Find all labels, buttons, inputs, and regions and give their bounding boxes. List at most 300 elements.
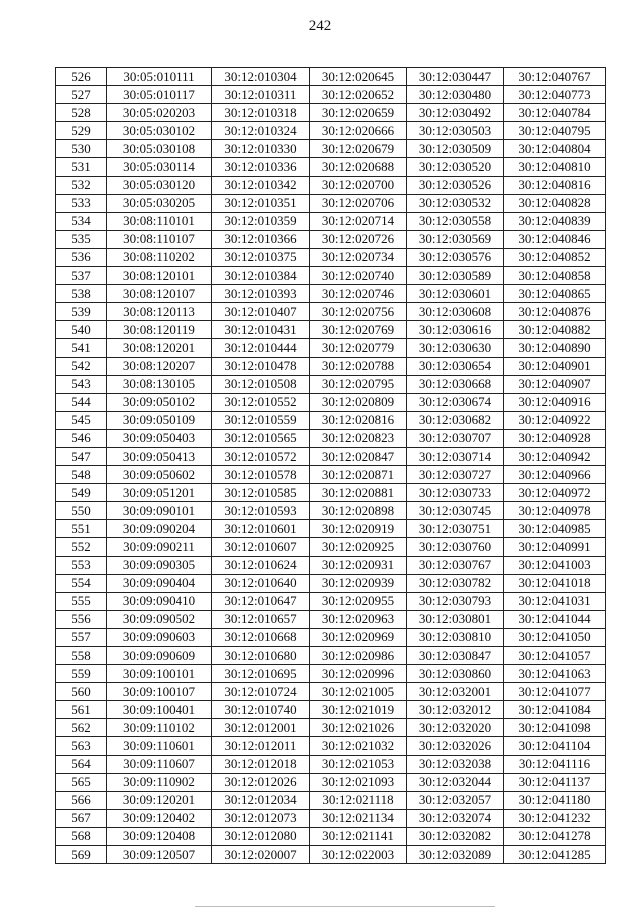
table-row (56, 846, 606, 864)
table-cell-code-col-5: 30:12:041278 (504, 827, 606, 845)
table-cell-code-col-2: 30:12:010724 (212, 683, 310, 701)
table-cell-code-col-5: 30:12:040852 (504, 248, 606, 266)
table-cell-code-col-2: 30:12:010559 (212, 411, 310, 429)
table-cell-code-col-5: 30:12:041077 (504, 683, 606, 701)
table-cell-code-col-5: 30:12:040839 (504, 212, 606, 230)
table-cell-code-col-5: 30:12:040991 (504, 538, 606, 556)
table-cell-code-col-2: 30:12:010407 (212, 303, 310, 321)
table-cell-code-col-3: 30:12:020746 (310, 285, 407, 303)
table-cell-row-number: 547 (56, 447, 107, 465)
table-cell-code-col-1: 30:09:100401 (107, 701, 212, 719)
table-cell-row-number: 538 (56, 285, 107, 303)
table-row (56, 303, 606, 321)
table-cell-code-col-3: 30:12:020652 (310, 86, 407, 104)
table-cell-code-col-5: 30:12:041050 (504, 628, 606, 646)
table-cell-code-col-3: 30:12:020816 (310, 411, 407, 429)
table-cell-code-col-5: 30:12:040795 (504, 122, 606, 140)
table-cell-code-col-1: 30:08:120119 (107, 321, 212, 339)
table-row (56, 773, 606, 791)
table-cell-code-col-2: 30:12:010607 (212, 538, 310, 556)
table-cell-row-number: 534 (56, 212, 107, 230)
table-cell-row-number: 569 (56, 846, 107, 864)
table-cell-code-col-5: 30:12:040922 (504, 411, 606, 429)
table-cell-code-col-2: 30:12:010647 (212, 592, 310, 610)
footer-divider (195, 906, 495, 907)
table-cell-code-col-5: 30:12:041285 (504, 846, 606, 864)
table-cell-code-col-4: 30:12:030630 (407, 339, 504, 357)
table-cell-code-col-3: 30:12:022003 (310, 846, 407, 864)
table-cell-code-col-3: 30:12:020898 (310, 502, 407, 520)
table-row (56, 158, 606, 176)
table-cell-code-col-2: 30:12:010384 (212, 267, 310, 285)
table-cell-row-number: 527 (56, 86, 107, 104)
table-row (56, 665, 606, 683)
table-cell-row-number: 540 (56, 321, 107, 339)
table-row (56, 556, 606, 574)
table-row (56, 248, 606, 266)
table-cell-code-col-5: 30:12:041180 (504, 791, 606, 809)
table-cell-code-col-2: 30:12:010393 (212, 285, 310, 303)
table-cell-code-col-1: 30:09:120507 (107, 846, 212, 864)
table-cell-code-col-4: 30:12:030847 (407, 647, 504, 665)
table-cell-row-number: 546 (56, 429, 107, 447)
table-cell-code-col-2: 30:12:010695 (212, 665, 310, 683)
table-cell-code-col-1: 30:05:030120 (107, 176, 212, 194)
table-cell-code-col-5: 30:12:041003 (504, 556, 606, 574)
table-cell-row-number: 548 (56, 466, 107, 484)
table-cell-code-col-2: 30:12:010366 (212, 230, 310, 248)
table-row (56, 719, 606, 737)
table-cell-code-col-3: 30:12:020769 (310, 321, 407, 339)
table-cell-code-col-1: 30:09:090609 (107, 647, 212, 665)
table-cell-code-col-5: 30:12:040901 (504, 357, 606, 375)
table-cell-row-number: 566 (56, 791, 107, 809)
table-cell-row-number: 567 (56, 809, 107, 827)
table-cell-code-col-4: 30:12:030589 (407, 267, 504, 285)
table-cell-row-number: 529 (56, 122, 107, 140)
table-cell-code-col-5: 30:12:041098 (504, 719, 606, 737)
table-cell-code-col-3: 30:12:020795 (310, 375, 407, 393)
table-cell-code-col-4: 30:12:030760 (407, 538, 504, 556)
table-cell-code-col-2: 30:12:010601 (212, 520, 310, 538)
table-cell-code-col-4: 30:12:030576 (407, 248, 504, 266)
table-cell-code-col-5: 30:12:041104 (504, 737, 606, 755)
table-cell-code-col-4: 30:12:030733 (407, 484, 504, 502)
table-cell-code-col-2: 30:12:010668 (212, 628, 310, 646)
table-row (56, 212, 606, 230)
table-cell-row-number: 545 (56, 411, 107, 429)
table-cell-row-number: 537 (56, 267, 107, 285)
table-cell-code-col-2: 30:12:010342 (212, 176, 310, 194)
table-cell-code-col-5: 30:12:041084 (504, 701, 606, 719)
table-cell-code-col-2: 30:12:010431 (212, 321, 310, 339)
table-cell-row-number: 550 (56, 502, 107, 520)
table-cell-code-col-2: 30:12:010311 (212, 86, 310, 104)
table-cell-code-col-5: 30:12:040966 (504, 466, 606, 484)
table-cell-code-col-3: 30:12:021032 (310, 737, 407, 755)
table-row (56, 520, 606, 538)
table-cell-code-col-3: 30:12:020996 (310, 665, 407, 683)
table-cell-code-col-3: 30:12:020706 (310, 194, 407, 212)
table-cell-code-col-3: 30:12:020756 (310, 303, 407, 321)
table-cell-code-col-1: 30:09:100101 (107, 665, 212, 683)
table-row (56, 628, 606, 646)
table-row (56, 592, 606, 610)
table-cell-code-col-2: 30:12:010359 (212, 212, 310, 230)
table-cell-code-col-1: 30:08:120113 (107, 303, 212, 321)
table-cell-row-number: 565 (56, 773, 107, 791)
table-cell-row-number: 555 (56, 592, 107, 610)
table-cell-code-col-2: 30:12:012073 (212, 809, 310, 827)
table-row (56, 140, 606, 158)
table-cell-code-col-1: 30:09:100107 (107, 683, 212, 701)
table-cell-row-number: 553 (56, 556, 107, 574)
table-cell-row-number: 568 (56, 827, 107, 845)
table-cell-code-col-2: 30:12:010552 (212, 393, 310, 411)
table-cell-code-col-5: 30:12:041137 (504, 773, 606, 791)
table-cell-code-col-1: 30:09:110607 (107, 755, 212, 773)
table-cell-code-col-3: 30:12:020679 (310, 140, 407, 158)
table-cell-code-col-5: 30:12:040858 (504, 267, 606, 285)
table-cell-code-col-4: 30:12:030707 (407, 429, 504, 447)
table-cell-code-col-1: 30:09:110102 (107, 719, 212, 737)
table-cell-code-col-3: 30:12:021141 (310, 827, 407, 845)
table-cell-code-col-4: 30:12:030668 (407, 375, 504, 393)
table-cell-code-col-5: 30:12:040876 (504, 303, 606, 321)
table-cell-code-col-2: 30:12:010565 (212, 429, 310, 447)
table-cell-row-number: 542 (56, 357, 107, 375)
table-cell-row-number: 562 (56, 719, 107, 737)
table-cell-code-col-1: 30:09:110902 (107, 773, 212, 791)
table-cell-row-number: 554 (56, 574, 107, 592)
table-cell-code-col-5: 30:12:041031 (504, 592, 606, 610)
table-cell-code-col-4: 30:12:030616 (407, 321, 504, 339)
table-cell-code-col-3: 30:12:020714 (310, 212, 407, 230)
table-cell-code-col-4: 30:12:032026 (407, 737, 504, 755)
table-row (56, 122, 606, 140)
table-row (56, 411, 606, 429)
table-cell-code-col-2: 30:12:012001 (212, 719, 310, 737)
table-cell-code-col-1: 30:08:120101 (107, 267, 212, 285)
table-cell-code-col-5: 30:12:040784 (504, 104, 606, 122)
table-row (56, 827, 606, 845)
table-cell-code-col-3: 30:12:020847 (310, 447, 407, 465)
table-cell-code-col-2: 30:12:010318 (212, 104, 310, 122)
table-row (56, 285, 606, 303)
table-cell-row-number: 533 (56, 194, 107, 212)
table-row (56, 339, 606, 357)
table-cell-code-col-5: 30:12:040942 (504, 447, 606, 465)
table-cell-code-col-3: 30:12:020963 (310, 610, 407, 628)
table-row (56, 393, 606, 411)
table-cell-code-col-5: 30:12:040846 (504, 230, 606, 248)
table-cell-code-col-4: 30:12:030654 (407, 357, 504, 375)
table-cell-code-col-3: 30:12:020919 (310, 520, 407, 538)
table-cell-row-number: 559 (56, 665, 107, 683)
table-cell-code-col-2: 30:12:010508 (212, 375, 310, 393)
table-row (56, 447, 606, 465)
table-cell-code-col-1: 30:09:090101 (107, 502, 212, 520)
table-cell-code-col-5: 30:12:040890 (504, 339, 606, 357)
table-cell-code-col-4: 30:12:030745 (407, 502, 504, 520)
table-cell-code-col-3: 30:12:020700 (310, 176, 407, 194)
table-row (56, 647, 606, 665)
table-row (56, 755, 606, 773)
table-cell-code-col-2: 30:12:010624 (212, 556, 310, 574)
table-cell-code-col-3: 30:12:020740 (310, 267, 407, 285)
table-cell-code-col-3: 30:12:020969 (310, 628, 407, 646)
table-cell-code-col-5: 30:12:040978 (504, 502, 606, 520)
table-cell-code-col-2: 30:12:010572 (212, 447, 310, 465)
table-cell-code-col-3: 30:12:021026 (310, 719, 407, 737)
table-cell-code-col-1: 30:09:051201 (107, 484, 212, 502)
table-cell-code-col-3: 30:12:020871 (310, 466, 407, 484)
table-cell-code-col-3: 30:12:020809 (310, 393, 407, 411)
table-cell-row-number: 535 (56, 230, 107, 248)
table-cell-code-col-1: 30:09:090211 (107, 538, 212, 556)
table-cell-code-col-3: 30:12:020881 (310, 484, 407, 502)
table-cell-code-col-1: 30:05:030205 (107, 194, 212, 212)
table-cell-code-col-4: 30:12:030801 (407, 610, 504, 628)
table-cell-code-col-5: 30:12:041232 (504, 809, 606, 827)
table-cell-code-col-5: 30:12:040882 (504, 321, 606, 339)
table-row (56, 321, 606, 339)
table-cell-code-col-2: 30:12:010657 (212, 610, 310, 628)
table-row (56, 574, 606, 592)
table-cell-code-col-4: 30:12:032082 (407, 827, 504, 845)
table-cell-code-col-1: 30:09:110601 (107, 737, 212, 755)
table-cell-code-col-4: 30:12:032020 (407, 719, 504, 737)
table-row (56, 357, 606, 375)
table-cell-code-col-4: 30:12:030601 (407, 285, 504, 303)
table-cell-row-number: 544 (56, 393, 107, 411)
table-cell-row-number: 552 (56, 538, 107, 556)
table-cell-code-col-1: 30:09:120201 (107, 791, 212, 809)
table-cell-code-col-5: 30:12:040816 (504, 176, 606, 194)
table-cell-row-number: 560 (56, 683, 107, 701)
table-cell-code-col-3: 30:12:020939 (310, 574, 407, 592)
table-cell-code-col-4: 30:12:030674 (407, 393, 504, 411)
table-cell-code-col-4: 30:12:030532 (407, 194, 504, 212)
table-cell-code-col-3: 30:12:020823 (310, 429, 407, 447)
table-cell-code-col-3: 30:12:020779 (310, 339, 407, 357)
table-cell-code-col-2: 30:12:012011 (212, 737, 310, 755)
table-cell-code-col-4: 30:12:030714 (407, 447, 504, 465)
table-cell-code-col-4: 30:12:030608 (407, 303, 504, 321)
table-cell-code-col-5: 30:12:041044 (504, 610, 606, 628)
table-cell-code-col-2: 30:12:010680 (212, 647, 310, 665)
table-cell-code-col-3: 30:12:021053 (310, 755, 407, 773)
table-cell-code-col-1: 30:05:030108 (107, 140, 212, 158)
table-cell-code-col-4: 30:12:030520 (407, 158, 504, 176)
table-cell-row-number: 557 (56, 628, 107, 646)
table-cell-code-col-5: 30:12:040810 (504, 158, 606, 176)
table-cell-code-col-5: 30:12:041116 (504, 755, 606, 773)
table-cell-code-col-3: 30:12:021093 (310, 773, 407, 791)
table-cell-code-col-3: 30:12:020955 (310, 592, 407, 610)
table-cell-code-col-4: 30:12:030480 (407, 86, 504, 104)
table-cell-code-col-3: 30:12:020734 (310, 248, 407, 266)
table-cell-row-number: 549 (56, 484, 107, 502)
table-cell-code-col-1: 30:09:090305 (107, 556, 212, 574)
table-cell-code-col-3: 30:12:020726 (310, 230, 407, 248)
table-cell-code-col-1: 30:09:090603 (107, 628, 212, 646)
table-cell-code-col-2: 30:12:012026 (212, 773, 310, 791)
table-cell-row-number: 558 (56, 647, 107, 665)
table-cell-code-col-5: 30:12:040907 (504, 375, 606, 393)
table-cell-code-col-5: 30:12:041018 (504, 574, 606, 592)
table-cell-code-col-2: 30:12:010640 (212, 574, 310, 592)
table-row (56, 791, 606, 809)
table-cell-code-col-4: 30:12:032038 (407, 755, 504, 773)
table-body (56, 68, 606, 864)
table-cell-code-col-1: 30:08:130105 (107, 375, 212, 393)
table-cell-code-col-4: 30:12:030682 (407, 411, 504, 429)
table-cell-code-col-1: 30:08:110107 (107, 230, 212, 248)
table-cell-code-col-4: 30:12:030767 (407, 556, 504, 574)
table-cell-code-col-2: 30:12:010585 (212, 484, 310, 502)
table-row (56, 737, 606, 755)
table-cell-row-number: 536 (56, 248, 107, 266)
table-row (56, 809, 606, 827)
table-cell-code-col-5: 30:12:041063 (504, 665, 606, 683)
table-cell-code-col-5: 30:12:040928 (504, 429, 606, 447)
table-cell-code-col-4: 30:12:032057 (407, 791, 504, 809)
table-row (56, 267, 606, 285)
table-cell-code-col-1: 30:05:020203 (107, 104, 212, 122)
table-cell-code-col-2: 30:12:010444 (212, 339, 310, 357)
table-cell-code-col-5: 30:12:040767 (504, 68, 606, 86)
table-cell-code-col-1: 30:09:090410 (107, 592, 212, 610)
table-cell-code-col-3: 30:12:021134 (310, 809, 407, 827)
table-cell-code-col-2: 30:12:010351 (212, 194, 310, 212)
table-cell-code-col-4: 30:12:030810 (407, 628, 504, 646)
table-cell-row-number: 531 (56, 158, 107, 176)
table-cell-row-number: 563 (56, 737, 107, 755)
table-row (56, 86, 606, 104)
table-cell-code-col-1: 30:05:030102 (107, 122, 212, 140)
table-row (56, 538, 606, 556)
table-row (56, 683, 606, 701)
table-row (56, 466, 606, 484)
table-cell-code-col-5: 30:12:041057 (504, 647, 606, 665)
table-cell-code-col-5: 30:12:040972 (504, 484, 606, 502)
table-cell-code-col-1: 30:09:090204 (107, 520, 212, 538)
table-cell-row-number: 561 (56, 701, 107, 719)
table-cell-code-col-3: 30:12:021005 (310, 683, 407, 701)
table-cell-code-col-2: 30:12:012018 (212, 755, 310, 773)
table-cell-code-col-1: 30:08:120107 (107, 285, 212, 303)
table-cell-code-col-5: 30:12:040865 (504, 285, 606, 303)
table-cell-code-col-2: 30:12:010336 (212, 158, 310, 176)
table-cell-code-col-3: 30:12:020925 (310, 538, 407, 556)
table-cell-code-col-1: 30:09:090502 (107, 610, 212, 628)
page-number: 242 (308, 18, 332, 34)
table-row (56, 104, 606, 122)
table-cell-code-col-4: 30:12:030860 (407, 665, 504, 683)
table-cell-row-number: 539 (56, 303, 107, 321)
table-cell-code-col-1: 30:09:120408 (107, 827, 212, 845)
table-cell-code-col-1: 30:09:120402 (107, 809, 212, 827)
table-cell-code-col-4: 30:12:032089 (407, 846, 504, 864)
table-cell-code-col-4: 30:12:030782 (407, 574, 504, 592)
table-cell-code-col-1: 30:09:050109 (107, 411, 212, 429)
table-row (56, 502, 606, 520)
table-cell-code-col-1: 30:08:120201 (107, 339, 212, 357)
table-cell-code-col-4: 30:12:030526 (407, 176, 504, 194)
table-cell-code-col-3: 30:12:020659 (310, 104, 407, 122)
table-cell-code-col-3: 30:12:020688 (310, 158, 407, 176)
table-cell-code-col-4: 30:12:032074 (407, 809, 504, 827)
table-cell-row-number: 541 (56, 339, 107, 357)
table-cell-code-col-4: 30:12:030447 (407, 68, 504, 86)
table-cell-code-col-1: 30:08:120207 (107, 357, 212, 375)
table-cell-code-col-5: 30:12:040804 (504, 140, 606, 158)
table-cell-code-col-1: 30:09:050403 (107, 429, 212, 447)
table-cell-code-col-1: 30:09:050102 (107, 393, 212, 411)
table-cell-row-number: 564 (56, 755, 107, 773)
table-cell-code-col-4: 30:12:032012 (407, 701, 504, 719)
table-cell-code-col-1: 30:05:010111 (107, 68, 212, 86)
table-cell-code-col-2: 30:12:010304 (212, 68, 310, 86)
table-cell-code-col-2: 30:12:012080 (212, 827, 310, 845)
table-row (56, 68, 606, 86)
table-cell-code-col-4: 30:12:030509 (407, 140, 504, 158)
table-cell-code-col-4: 30:12:030492 (407, 104, 504, 122)
table-cell-code-col-4: 30:12:032044 (407, 773, 504, 791)
table-cell-code-col-2: 30:12:010324 (212, 122, 310, 140)
table-row (56, 610, 606, 628)
table-cell-code-col-5: 30:12:040773 (504, 86, 606, 104)
table-cell-code-col-2: 30:12:010740 (212, 701, 310, 719)
table-cell-code-col-3: 30:12:020931 (310, 556, 407, 574)
table-cell-code-col-1: 30:09:090404 (107, 574, 212, 592)
table-cell-code-col-2: 30:12:010330 (212, 140, 310, 158)
table-cell-row-number: 528 (56, 104, 107, 122)
table-row (56, 484, 606, 502)
table-row (56, 701, 606, 719)
table-row (56, 176, 606, 194)
table-cell-code-col-3: 30:12:020666 (310, 122, 407, 140)
table-cell-code-col-4: 30:12:030569 (407, 230, 504, 248)
table-cell-code-col-1: 30:09:050602 (107, 466, 212, 484)
table-cell-code-col-4: 30:12:030793 (407, 592, 504, 610)
table-cell-code-col-2: 30:12:020007 (212, 846, 310, 864)
table-cell-code-col-2: 30:12:010375 (212, 248, 310, 266)
table-cell-code-col-1: 30:08:110101 (107, 212, 212, 230)
table-cell-code-col-4: 30:12:030503 (407, 122, 504, 140)
table-cell-code-col-2: 30:12:010593 (212, 502, 310, 520)
table-cell-row-number: 551 (56, 520, 107, 538)
table-cell-row-number: 556 (56, 610, 107, 628)
table-cell-code-col-3: 30:12:021118 (310, 791, 407, 809)
table-cell-code-col-3: 30:12:020788 (310, 357, 407, 375)
table-row (56, 375, 606, 393)
table-cell-code-col-3: 30:12:020645 (310, 68, 407, 86)
table-cell-code-col-1: 30:09:050413 (107, 447, 212, 465)
table-cell-code-col-3: 30:12:020986 (310, 647, 407, 665)
table-cell-code-col-2: 30:12:010578 (212, 466, 310, 484)
table-cell-row-number: 526 (56, 68, 107, 86)
table-cell-code-col-5: 30:12:040985 (504, 520, 606, 538)
table-cell-row-number: 532 (56, 176, 107, 194)
cadastral-table (55, 67, 606, 864)
table-cell-code-col-1: 30:08:110202 (107, 248, 212, 266)
table-cell-code-col-5: 30:12:040828 (504, 194, 606, 212)
table-cell-code-col-4: 30:12:030727 (407, 466, 504, 484)
table-cell-code-col-4: 30:12:032001 (407, 683, 504, 701)
table-cell-code-col-4: 30:12:030558 (407, 212, 504, 230)
